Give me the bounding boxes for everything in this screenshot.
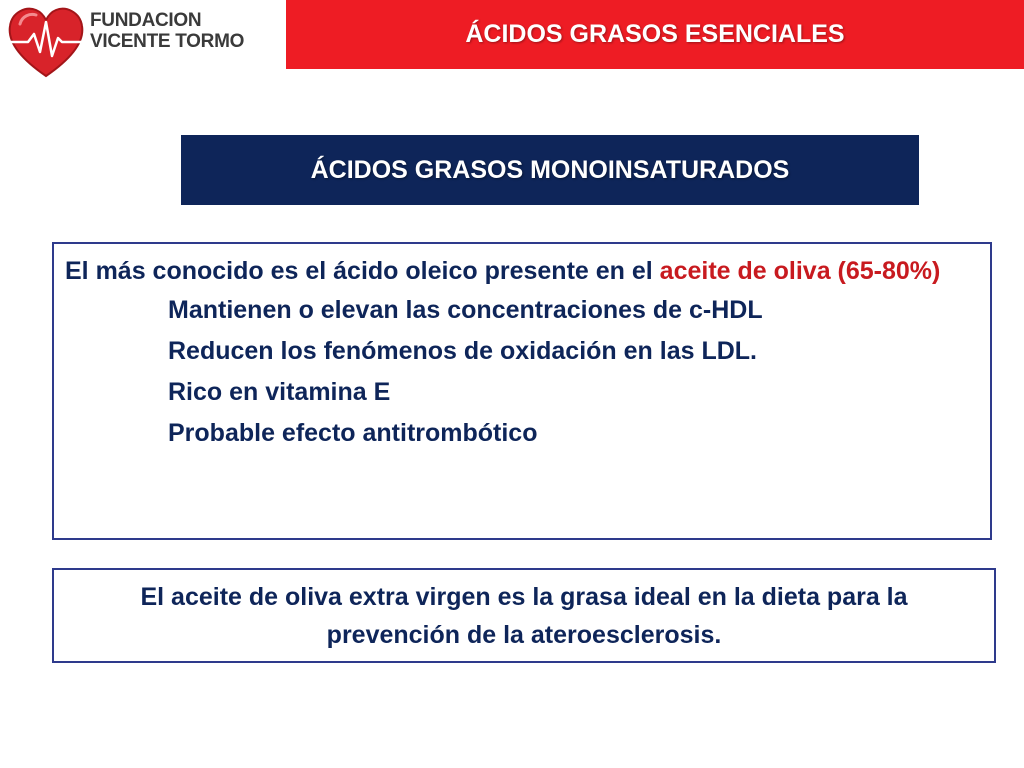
intro-text: El más conocido es el ácido oleico presente en el: [65, 257, 653, 285]
footer-box: [52, 568, 996, 663]
intro-highlight: aceite de oliva (65-80%): [659, 257, 941, 285]
bullet-item: Rico en vitamina E: [168, 378, 391, 406]
bullet-item: Probable efecto antitrombótico: [168, 419, 538, 447]
logo: [4, 2, 244, 80]
section-title: ÁCIDOS GRASOS MONOINSATURADOS: [310, 155, 790, 184]
logo-line-1: FUNDACION: [90, 10, 202, 31]
section-title-bar: [181, 135, 919, 205]
header-bar: [286, 0, 1024, 69]
bullet-item: Mantienen o elevan las concentraciones de c-HDL: [168, 296, 763, 324]
heart-ecg-icon: [6, 4, 86, 80]
logo-line-2: VICENTE TORMO: [90, 31, 245, 52]
header-title: ÁCIDOS GRASOS ESENCIALES: [465, 20, 845, 48]
logo-text: [90, 10, 244, 52]
bullet-item: Reducen los fenómenos de oxidación en las LDL.: [168, 337, 758, 365]
content-box: [52, 242, 992, 540]
footer-text: El aceite de oliva extra virgen es la grasa ideal en la dieta para la prevención de la ateroesclerosis.: [140, 582, 908, 649]
intro-paragraph: [65, 254, 979, 290]
